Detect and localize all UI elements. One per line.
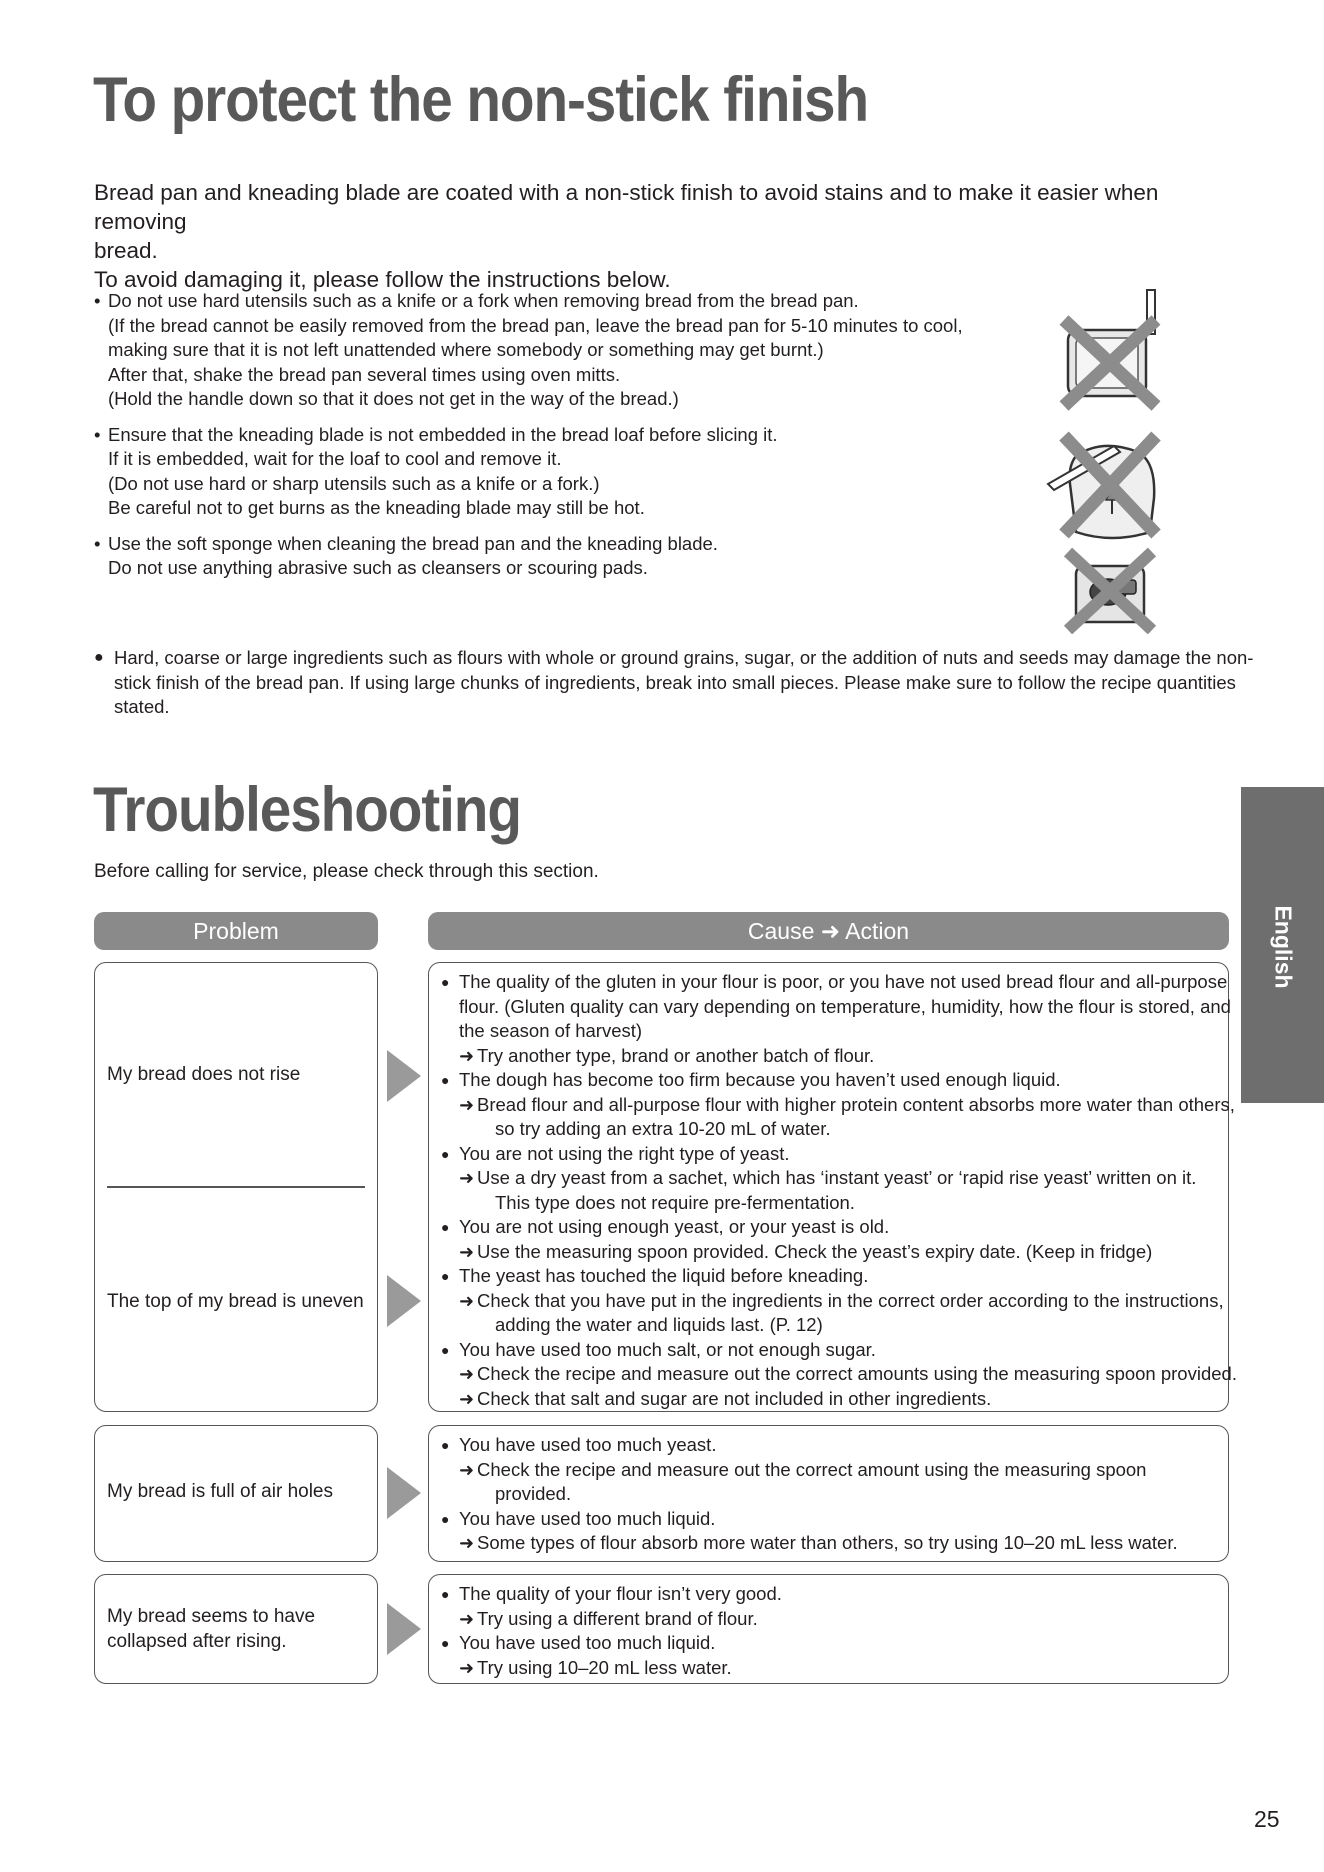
bullet-dot: ● <box>441 1437 450 1453</box>
line-text: You are not using enough yeast, or your yeast is old. <box>459 1216 890 1237</box>
note-text: stick finish of the bread pan. If using large chunks of ingredients, break into small pieces. Please make sure to follow the recipe quantities <box>114 671 1236 693</box>
cause-line <box>441 1507 1218 1532</box>
cause-action-column-header: Cause ➜ Action <box>428 912 1229 950</box>
problem-box <box>94 1425 378 1562</box>
cause-action-box <box>428 1574 1229 1684</box>
arrow-icon: ➜ <box>459 1094 475 1115</box>
cause-line <box>441 995 1231 1020</box>
cause-line <box>441 970 1228 995</box>
cause-line <box>441 1068 1218 1093</box>
arrow-right-icon <box>387 1467 421 1519</box>
line-text: so try adding an extra 10-20 mL of water. <box>495 1118 831 1139</box>
problem-column-header: Problem <box>94 912 378 950</box>
problem-label: My bread is full of air holes <box>107 1481 333 1502</box>
note-text: stated. <box>114 696 170 717</box>
line-text: Check the recipe and measure out the correct amounts using the measuring spoon provided. <box>477 1363 1237 1384</box>
arrow-right-icon <box>387 1050 421 1102</box>
arrow-icon: ➜ <box>459 1657 475 1678</box>
line-text: Some types of flour absorb more water than others, so try using 10–20 mL less water. <box>477 1532 1178 1553</box>
cause-line <box>441 1338 1218 1363</box>
line-text: The quality of the gluten in your flour is poor, or you have not used bread flour and all-purpose <box>459 971 1228 992</box>
bullet-dot: ● <box>441 1145 450 1162</box>
bullet-text: making sure that it is not left unattended where somebody or something may get burnt.) <box>108 339 824 360</box>
line-text: the season of harvest) <box>459 1020 643 1041</box>
arrow-icon: ➜ <box>459 1168 475 1188</box>
bullet-dot: ● <box>441 1268 450 1284</box>
bullet-text: (Hold the handle down so that it does not get in the way of the bread.) <box>108 388 679 409</box>
bullet-text: Use the soft sponge when cleaning the bread pan and the kneading blade. <box>108 532 718 554</box>
line-text: Use the measuring spoon provided. Check the yeast’s expiry date. (Keep in fridge) <box>477 1240 1153 1262</box>
bullet-text: (If the bread cannot be easily removed from the bread pan, leave the bread pan for 5-10 minutes to cool, <box>108 314 963 336</box>
bullet-text: Do not use hard utensils such as a knife or a fork when removing bread from the bread pan. <box>108 290 859 311</box>
bullet-dot: • <box>94 423 101 445</box>
problem-box <box>94 962 378 1412</box>
action-line <box>441 1607 1218 1632</box>
cause-line <box>441 1142 1218 1167</box>
line-text: Use a dry yeast from a sachet, which has ‘instant yeast’ or ‘rapid rise yeast’ written on it. <box>477 1167 1197 1188</box>
problem-divider <box>107 1186 365 1188</box>
action-line <box>441 1093 1235 1118</box>
bullet-text: Be careful not to get burns as the kneading blade may still be hot. <box>108 497 645 518</box>
bullet-text: (Do not use hard or sharp utensils such as a knife or a fork.) <box>108 472 600 494</box>
action-line <box>441 1387 1218 1412</box>
arrow-icon: ➜ <box>459 1388 475 1409</box>
bullet-dot: ● <box>441 1586 450 1602</box>
action-line <box>441 1166 1218 1191</box>
troubleshooting-intro: Before calling for service, please check through this section. <box>94 861 599 882</box>
protect-bullet <box>94 423 1014 521</box>
protect-note <box>94 646 1254 720</box>
action-line <box>441 1458 1218 1483</box>
problem-label: The top of my bread is uneven <box>107 1291 364 1312</box>
bullet-dot: • <box>94 532 101 554</box>
line-text: You have used too much liquid. <box>459 1632 716 1653</box>
language-tab <box>1241 787 1324 1103</box>
arrow-right-icon <box>387 1603 421 1655</box>
intro-line: bread. <box>94 238 158 263</box>
line-text: Check the recipe and measure out the correct amount using the measuring spoon <box>477 1458 1147 1480</box>
problem-label: My bread seems to have collapsed after rising. <box>107 1606 316 1652</box>
arrow-right-icon <box>387 1275 421 1327</box>
note-text: Hard, coarse or large ingredients such as flours with whole or ground grains, sugar, or the addition of nuts and seeds may damage the non- <box>114 647 1254 668</box>
arrow-icon: ➜ <box>459 1290 475 1311</box>
action-line <box>441 1482 1218 1507</box>
bullet-dot: ● <box>441 1341 450 1358</box>
line-text: You have used too much salt, or not enough sugar. <box>459 1338 876 1360</box>
bullet-dot: ● <box>441 1635 450 1651</box>
arrow-icon: ➜ <box>459 1364 475 1384</box>
action-line <box>441 1656 1218 1681</box>
line-text: You have used too much liquid. <box>459 1507 716 1529</box>
bullet-dot: • <box>94 290 101 311</box>
problem-label: My bread does not rise <box>107 1064 301 1085</box>
line-text: adding the water and liquids last. (P. 12) <box>495 1314 823 1335</box>
line-text: Check that you have put in the ingredients in the correct order according to the instructions, <box>477 1289 1224 1311</box>
no-abrasive-cleaning-illustration <box>1060 546 1160 634</box>
problem-box <box>94 1574 378 1684</box>
action-line <box>441 1191 1218 1216</box>
intro-line: To avoid damaging it, please follow the instructions below. <box>94 267 671 292</box>
line-text: You are not using the right type of yeast. <box>459 1142 790 1164</box>
action-line <box>441 1117 1218 1142</box>
bullet-dot: ● <box>441 1219 450 1235</box>
cause-line <box>441 1019 1218 1044</box>
arrow-icon: ➜ <box>459 1045 475 1066</box>
action-line <box>441 1240 1218 1265</box>
line-text: You have used too much yeast. <box>459 1434 717 1455</box>
line-text: Bread flour and all-purpose flour with higher protein content absorbs more water than others, <box>477 1093 1235 1115</box>
arrow-icon: ➜ <box>459 1608 475 1629</box>
line-text: Try using a different brand of flour. <box>477 1607 758 1629</box>
no-knife-removal-illustration <box>1058 288 1162 412</box>
bullet-text: Do not use anything abrasive such as cleansers or scouring pads. <box>108 557 648 578</box>
cause-line <box>441 1215 1218 1240</box>
cause-action-box <box>428 962 1237 1412</box>
section-title-protect: To protect the non-stick finish <box>93 65 869 135</box>
cause-line <box>441 1631 1218 1656</box>
protect-intro <box>94 178 1234 294</box>
bullet-text: If it is embedded, wait for the loaf to cool and remove it. <box>108 448 562 469</box>
line-text: Try using 10–20 mL less water. <box>477 1656 732 1678</box>
bullet-dot: ● <box>441 1510 450 1527</box>
line-text: flour. (Gluten quality can vary depending on temperature, humidity, how the flour is stored, and <box>459 995 1231 1017</box>
bullet-text: Ensure that the kneading blade is not embedded in the bread loaf before slicing it. <box>108 423 778 445</box>
cause-action-box <box>428 1425 1229 1562</box>
action-line <box>441 1313 1218 1338</box>
action-line <box>441 1531 1218 1556</box>
arrow-icon: ➜ <box>459 1533 475 1553</box>
language-tab-label: English <box>1270 905 1296 989</box>
arrow-icon: ➜ <box>459 1241 475 1262</box>
line-text: The quality of your flour isn’t very good. <box>459 1583 782 1604</box>
line-text: provided. <box>495 1483 572 1504</box>
no-slicing-with-blade-illustration <box>1042 428 1166 546</box>
cause-line <box>441 1433 1218 1458</box>
section-title-troubleshooting: Troubleshooting <box>93 775 521 845</box>
arrow-icon: ➜ <box>459 1459 475 1480</box>
action-line <box>441 1362 1237 1387</box>
line-text: Check that salt and sugar are not included in other ingredients. <box>477 1387 992 1409</box>
protect-bullet <box>94 289 1014 412</box>
cause-line <box>441 1264 1218 1289</box>
action-line <box>441 1289 1224 1314</box>
bullet-text: After that, shake the bread pan several times using oven mitts. <box>108 363 621 385</box>
line-text: This type does not require pre-fermentation. <box>495 1191 855 1213</box>
action-line <box>441 1044 1218 1069</box>
intro-line: Bread pan and kneading blade are coated with a non-stick finish to avoid stains and to make it easier when removing <box>94 180 1159 234</box>
bullet-dot: ● <box>441 1072 450 1088</box>
page-number: 25 <box>1254 1806 1280 1832</box>
line-text: The yeast has touched the liquid before kneading. <box>459 1265 869 1286</box>
line-text: The dough has become too firm because you haven’t used enough liquid. <box>459 1069 1061 1090</box>
bullet-dot: ● <box>441 974 450 990</box>
protect-bullet <box>94 532 1014 581</box>
note-dot: ● <box>94 649 104 666</box>
line-text: Try another type, brand or another batch of flour. <box>477 1044 875 1066</box>
cause-line <box>441 1582 1218 1607</box>
protect-bullet-list <box>94 289 1014 597</box>
